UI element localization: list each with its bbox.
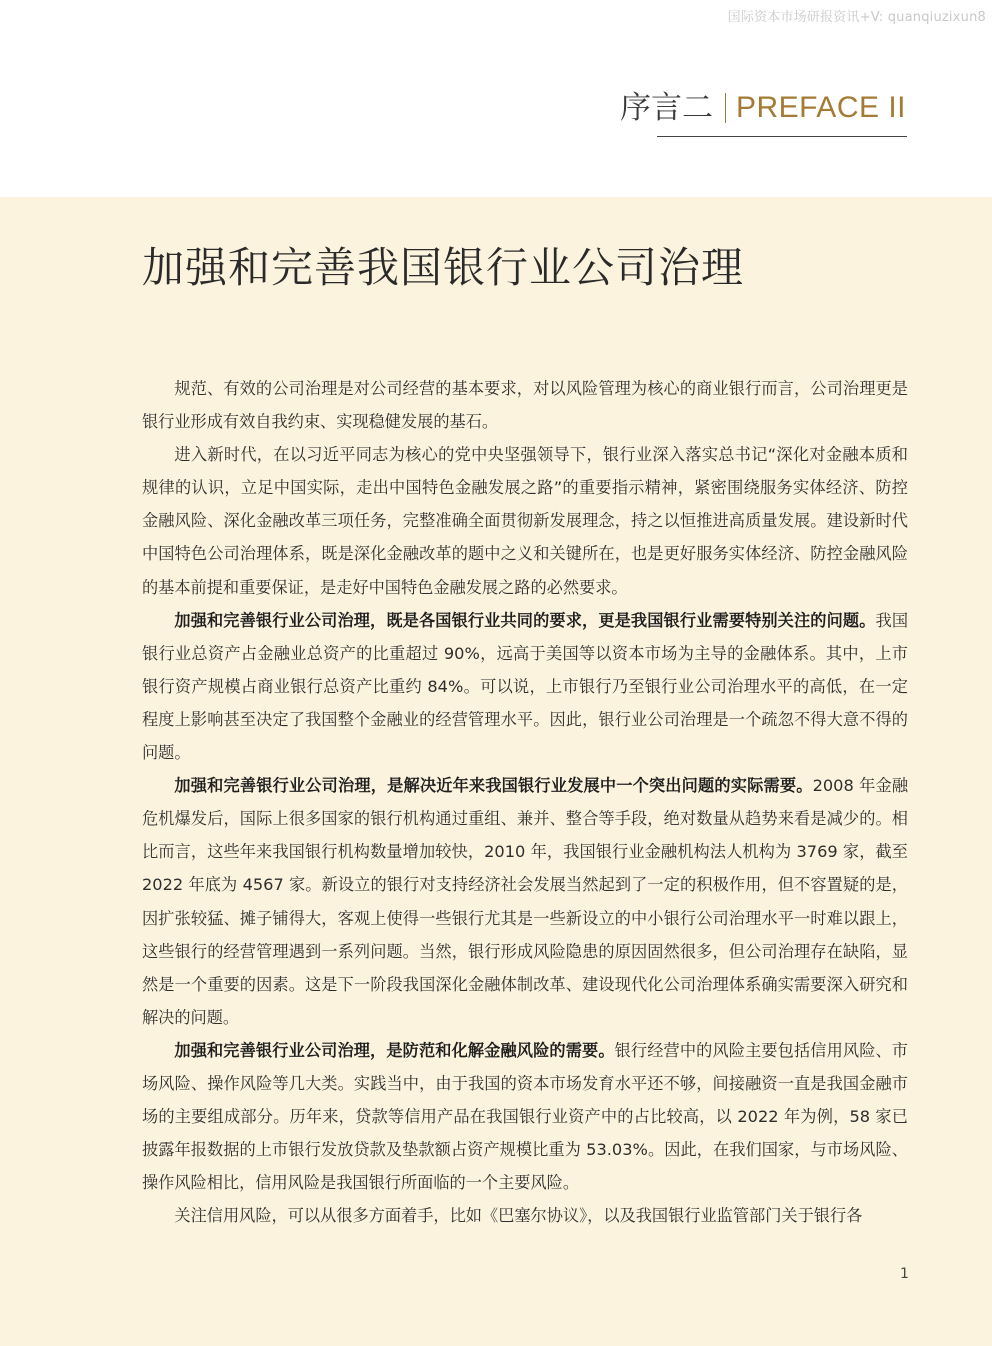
header-en: PREFACE II [735,91,906,124]
header-separator [725,93,726,123]
paragraph: 进入新时代，在以习近平同志为核心的党中央坚强领导下，银行业深入落实总书记“深化对金融本质和规律的认识，立足中国实际，走出中国特色金融发展之路”的重要指示精神，紧密围绕服务实体经济、防控金融风险、深化金融改革三项任务，完整准确全面贯彻新发展理念，持之以恒推进高质量发展。建设新时代中国特色公司治理体系，既是深化金融改革的题中之义和关键所在，也是更好服务实体经济、防控金融风险的基本前提和重要保证，是走好中国特色金融发展之路的必然要求。 [142,445,908,597]
header-rule [657,136,907,137]
paragraph: 关注信用风险，可以从很多方面着手，比如《巴塞尔协议》，以及我国银行业监管部门关于银行各 [174,1206,863,1226]
paragraph: 规范、有效的公司治理是对公司经营的基本要求，对以风险管理为核心的商业银行而言，公司治理更是银行业形成有效自我约束、实现稳健发展的基石。 [142,379,908,432]
paragraph: 加强和完善银行业公司治理，是防范和化解金融风险的需要。银行经营中的风险主要包括信用风险、市场风险、操作风险等几大类。实践当中，由于我国的资本市场发育水平还不够，间接融资一直是我国金融市场的主要组成部分。历年来，贷款等信用产品在我国银行业资产中的占比较高，以 2022 年为例，58 家已披露年报数据的上市银行发放贷款及垫款额占资产规模比重为 53.03%。因此，在我们国家，与市场风险、操作风险相比，信用风险是我国银行所面临的一个主要风险。 [142,1040,908,1193]
body-text [142,372,908,1232]
paragraph: 加强和完善银行业公司治理，既是各国银行业共同的要求，更是我国银行业需要特别关注的问题。我国银行业总资产占金融业总资产的比重超过 90%，远高于美国等以资本市场为主导的金融体系。其中，上市银行资产规模占商业银行总资产比重约 84%。可以说，上市银行乃至银行业公司治理水平的高低，在一定程度上影响甚至决定了我国整个金融业的经营管理水平。因此，银行业公司治理是一个疏忽不得大意不得的问题。 [142,610,909,763]
header-cn: 序言二 [619,90,713,126]
page-number: 1 [900,1266,909,1282]
paragraph: 加强和完善银行业公司治理，是解决近年来我国银行业发展中一个突出问题的实际需要。2008 年金融危机爆发后，国际上很多国家的银行机构通过重组、兼并、整合等手段，绝对数量从趋势来看是减少的。相比而言，这些年来我国银行机构数量增加较快，2010 年，我国银行业金融机构法人机构为 3769 家，截至 2022 年底为 4567 家。新设立的银行对支持经济社会发展当然起到了一定的积极作用，但不容置疑的是，因扩张较猛、摊子铺得大，客观上使得一些银行尤其是一些新设立的中小银行公司治理水平一时难以跟上，这些银行的经营管理遇到一系列问题。当然，银行形成风险隐患的原因固然很多，但公司治理存在缺陷，显然是一个重要的因素。这是下一阶段我国深化金融体制改革、建设现代化公司治理体系确实需要深入研究和解决的问题。 [142,776,909,1027]
section-header [620,88,906,128]
watermark: 国际资本市场研报资讯+V: quanqiuzixun8 [727,10,986,25]
page-title: 加强和完善我国银行业公司治理 [142,243,745,292]
